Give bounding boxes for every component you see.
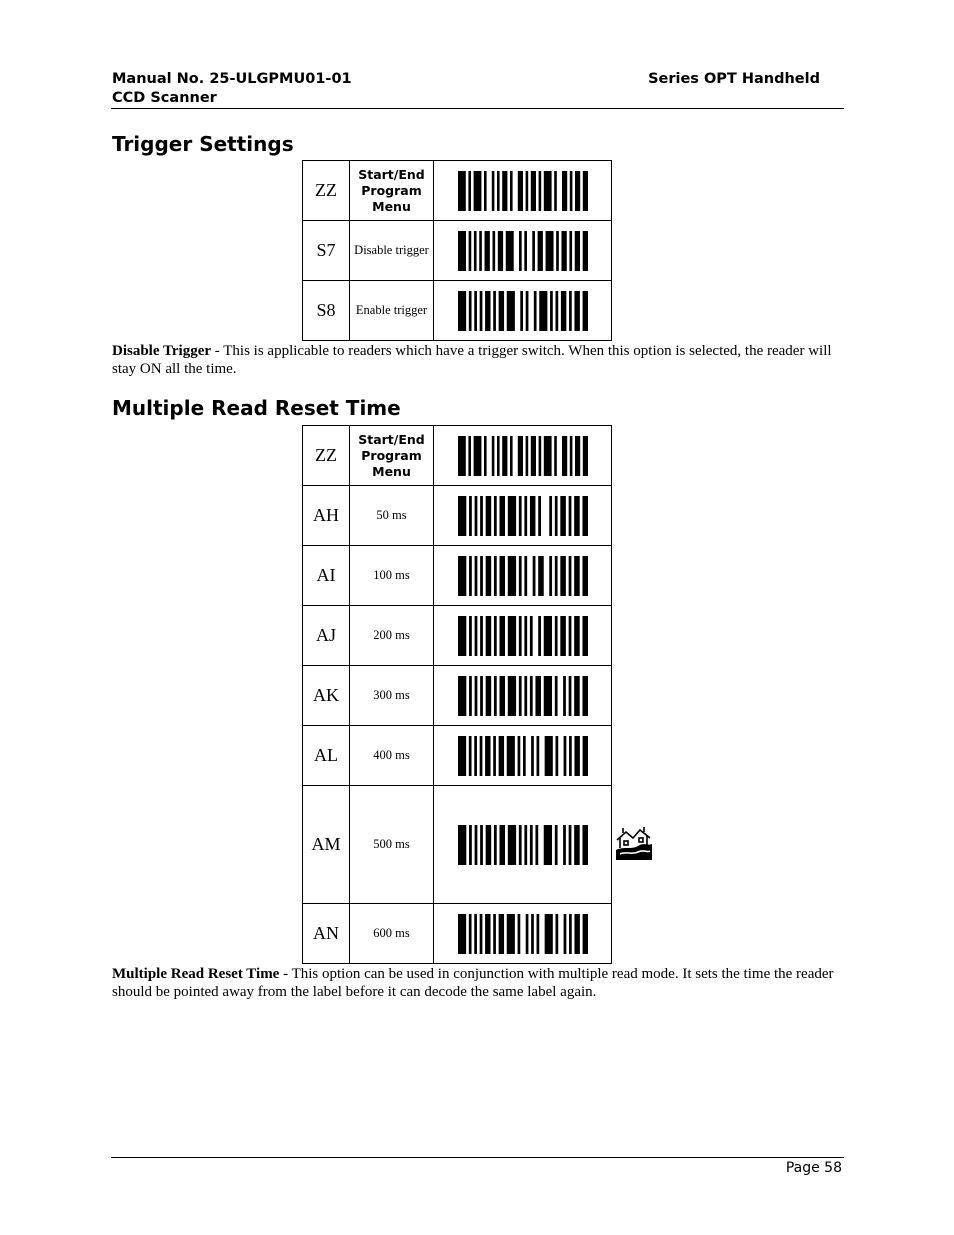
barcode-bar	[480, 825, 483, 865]
barcode-bar	[554, 496, 557, 536]
barcode-bar	[563, 825, 566, 865]
barcode-bar	[506, 914, 514, 954]
barcode-bar	[554, 556, 557, 596]
barcode-bar	[458, 171, 466, 211]
barcode-bar	[562, 171, 567, 211]
barcode-bar	[507, 616, 515, 656]
note-text: - This is applicable to readers which have a trigger switch. When this option is selected, the reader will stay ON all the time.	[112, 343, 832, 377]
label-cell: Start/End Program Menu	[350, 426, 434, 486]
barcode-bar	[499, 556, 505, 596]
barcode-bar	[473, 171, 481, 211]
barcode-bar	[485, 291, 490, 331]
barcode-bar	[563, 736, 566, 776]
barcode-cell	[434, 221, 612, 281]
barcode-bar	[468, 736, 471, 776]
barcode-bar	[523, 736, 526, 776]
barcode-bar	[574, 736, 579, 776]
barcode-bar	[525, 171, 528, 211]
barcode-bar	[575, 436, 580, 476]
code-cell: ZZ	[303, 161, 350, 221]
code-cell: S7	[303, 221, 350, 281]
barcode-bar	[561, 231, 566, 271]
barcode-row	[303, 726, 612, 786]
barcode-bar	[484, 231, 489, 271]
barcode-bar	[458, 291, 466, 331]
barcode-bar	[485, 825, 491, 865]
code-cell: AL	[303, 726, 350, 786]
barcode-bar	[485, 676, 491, 716]
barcode-bar	[582, 436, 587, 476]
barcode-bar	[529, 616, 532, 656]
barcode-bar	[560, 496, 566, 536]
barcode-bar	[485, 496, 491, 536]
barcode-bar	[480, 556, 483, 596]
barcode-bar	[507, 825, 515, 865]
barcode-bar	[536, 914, 539, 954]
barcode-bar	[568, 556, 571, 596]
barcode-bar	[525, 291, 528, 331]
barcode-bar	[530, 436, 535, 476]
barcode-bar	[474, 291, 477, 331]
barcode-bar	[535, 825, 538, 865]
product-name: CCD Scanner	[112, 90, 217, 106]
barcode-bar	[556, 231, 559, 271]
barcode-bar	[499, 616, 505, 656]
barcode-bar	[532, 556, 535, 596]
barcode-bar	[507, 496, 515, 536]
barcode-bar	[524, 496, 527, 536]
barcode-bar	[493, 496, 496, 536]
barcode-bar	[474, 736, 477, 776]
barcode-bar	[458, 556, 466, 596]
barcode-bar	[529, 496, 535, 536]
barcode-row	[303, 426, 612, 486]
multiple-read-reset-heading: Multiple Read Reset Time	[112, 396, 401, 420]
barcode-bar	[538, 436, 541, 476]
label-cell: 200 ms	[350, 606, 434, 666]
page-number: Page 58	[785, 1160, 842, 1176]
barcode-bar	[518, 556, 521, 596]
barcode-bar	[493, 736, 496, 776]
barcode	[458, 496, 588, 536]
barcode-bar	[518, 616, 521, 656]
barcode-bar	[539, 291, 547, 331]
code-cell: AI	[303, 546, 350, 606]
barcode-bar	[555, 914, 558, 954]
barcode-bar	[458, 736, 466, 776]
barcode-bar	[569, 231, 572, 271]
barcode-bar	[497, 171, 500, 211]
barcode-bar	[469, 556, 472, 596]
barcode-bar	[524, 231, 527, 271]
barcode-bar	[574, 291, 579, 331]
barcode-row	[303, 221, 612, 281]
barcode-bar	[485, 556, 491, 596]
label-cell: 600 ms	[350, 904, 434, 964]
barcode-row	[303, 666, 612, 726]
label-cell: Start/End Program Menu	[350, 161, 434, 221]
barcode-bar	[524, 556, 527, 596]
barcode-bar	[537, 231, 542, 271]
barcode-bar	[568, 825, 571, 865]
barcode-bar	[568, 496, 571, 536]
barcode	[458, 291, 588, 331]
barcode-row	[303, 546, 612, 606]
barcode-bar	[479, 231, 482, 271]
barcode-bar	[491, 171, 494, 211]
trigger-settings-heading: Trigger Settings	[112, 132, 294, 156]
barcode-bar	[493, 616, 496, 656]
barcode-bar	[510, 436, 513, 476]
barcode-bar	[531, 736, 534, 776]
barcode-bar	[458, 231, 466, 271]
barcode	[458, 556, 588, 596]
barcode-bar	[535, 676, 541, 716]
barcode-row	[303, 486, 612, 546]
barcode-bar	[574, 914, 579, 954]
barcode-bar	[518, 496, 521, 536]
barcode-bar	[554, 825, 557, 865]
barcode-bar	[582, 914, 587, 954]
barcode-bar	[458, 914, 466, 954]
barcode-bar	[549, 556, 552, 596]
barcode-bar	[493, 556, 496, 596]
barcode-bar	[532, 231, 535, 271]
barcode-bar	[582, 231, 587, 271]
barcode-bar	[531, 914, 534, 954]
barcode-bar	[538, 496, 541, 536]
trigger-settings-table	[302, 160, 612, 341]
barcode-bar	[582, 825, 588, 865]
barcode-bar	[519, 231, 522, 271]
barcode-bar	[480, 616, 483, 656]
barcode-row	[303, 161, 612, 221]
barcode-bar	[517, 436, 522, 476]
barcode-bar	[520, 291, 523, 331]
barcode-bar	[568, 676, 571, 716]
barcode-bar	[492, 231, 495, 271]
barcode-bar	[474, 825, 477, 865]
series-title: Series OPT Handheld	[648, 71, 820, 87]
barcode-cell	[434, 904, 612, 964]
barcode	[458, 825, 588, 865]
barcode	[458, 676, 588, 716]
barcode-bar	[497, 436, 500, 476]
barcode-bar	[498, 914, 503, 954]
barcode-bar	[507, 676, 515, 716]
barcode-bar	[545, 231, 553, 271]
barcode-bar	[469, 825, 472, 865]
barcode-bar	[543, 436, 551, 476]
barcode-bar	[517, 914, 520, 954]
barcode-bar	[468, 291, 471, 331]
barcode-bar	[458, 616, 466, 656]
default-house-icon	[614, 824, 654, 862]
barcode-bar	[582, 676, 588, 716]
barcode-bar	[549, 496, 552, 536]
barcode-bar	[479, 914, 482, 954]
barcode-bar	[517, 736, 520, 776]
manual-number: Manual No. 25-ULGPMU01-01	[112, 71, 352, 87]
barcode-bar	[582, 496, 588, 536]
barcode-bar	[574, 496, 580, 536]
label-cell: Enable trigger	[350, 281, 434, 341]
barcode-bar	[484, 171, 487, 211]
barcode-bar	[468, 171, 471, 211]
code-cell: ZZ	[303, 426, 350, 486]
barcode-bar	[474, 676, 477, 716]
barcode-bar	[574, 676, 580, 716]
barcode-bar	[524, 825, 527, 865]
barcode-bar	[563, 914, 566, 954]
barcode-bar	[468, 436, 471, 476]
barcode-bar	[458, 825, 466, 865]
barcode-bar	[575, 171, 580, 211]
header-rule	[111, 108, 844, 109]
barcode-bar	[502, 171, 507, 211]
barcode-cell	[434, 546, 612, 606]
barcode-bar	[569, 436, 572, 476]
barcode-bar	[560, 556, 566, 596]
barcode-cell	[434, 726, 612, 786]
barcode-bar	[555, 291, 558, 331]
barcode-bar	[518, 825, 521, 865]
barcode-bar	[538, 616, 541, 656]
barcode-row-default	[303, 786, 612, 904]
barcode-bar	[582, 556, 588, 596]
barcode-bar	[468, 231, 471, 271]
barcode-bar	[469, 676, 472, 716]
barcode-bar	[498, 291, 503, 331]
barcode-bar	[544, 736, 552, 776]
barcode-bar	[469, 496, 472, 536]
label-cell: 400 ms	[350, 726, 434, 786]
note-term: Disable Trigger	[112, 343, 212, 359]
barcode-cell	[434, 161, 612, 221]
barcode-bar	[569, 914, 572, 954]
barcode-cell	[434, 281, 612, 341]
barcode-bar	[538, 171, 541, 211]
barcode-bar	[458, 676, 466, 716]
barcode-bar	[574, 556, 580, 596]
barcode-bar	[550, 291, 553, 331]
barcode-bar	[469, 616, 472, 656]
label-cell: 500 ms	[350, 786, 434, 904]
label-cell: 100 ms	[350, 546, 434, 606]
barcode-cell	[434, 426, 612, 486]
barcode-bar	[480, 496, 483, 536]
barcode-bar	[479, 736, 482, 776]
code-cell: AN	[303, 904, 350, 964]
barcode-bar	[543, 676, 551, 716]
code-cell: AH	[303, 486, 350, 546]
barcode-bar	[497, 231, 502, 271]
barcode-bar	[569, 171, 572, 211]
disable-trigger-note	[112, 342, 847, 378]
barcode-bar	[533, 291, 536, 331]
barcode-bar	[518, 676, 521, 716]
barcode-bar	[543, 825, 551, 865]
barcode-bar	[507, 556, 515, 596]
barcode-bar	[582, 171, 587, 211]
barcode-bar	[484, 436, 487, 476]
barcode-bar	[560, 291, 565, 331]
barcode-bar	[473, 436, 481, 476]
note-term: Multiple Read Reset Time	[112, 966, 280, 982]
code-cell: AK	[303, 666, 350, 726]
barcode-row	[303, 904, 612, 964]
barcode-bar	[555, 736, 558, 776]
barcode-bar	[493, 825, 496, 865]
barcode-bar	[499, 676, 505, 716]
label-cell: Disable trigger	[350, 221, 434, 281]
barcode-bar	[543, 171, 551, 211]
barcode-bar	[473, 231, 476, 271]
barcode	[458, 616, 588, 656]
barcode-bar	[485, 914, 490, 954]
barcode-bar	[505, 231, 513, 271]
barcode-bar	[474, 556, 477, 596]
barcode-bar	[506, 736, 514, 776]
barcode-bar	[574, 231, 579, 271]
barcode-bar	[479, 291, 482, 331]
barcode-bar	[560, 616, 566, 656]
barcode-row	[303, 281, 612, 341]
barcode-row	[303, 606, 612, 666]
barcode-bar	[529, 825, 532, 865]
barcode-bar	[474, 616, 477, 656]
barcode-bar	[510, 171, 513, 211]
barcode-bar	[458, 436, 466, 476]
barcode-bar	[554, 676, 557, 716]
barcode-bar	[480, 676, 483, 716]
barcode-bar	[554, 436, 557, 476]
code-cell: AM	[303, 786, 350, 904]
barcode-bar	[554, 616, 557, 656]
barcode-bar	[538, 556, 544, 596]
barcode-bar	[517, 171, 522, 211]
barcode-cell	[434, 786, 612, 904]
barcode-bar	[574, 825, 580, 865]
barcode-bar	[544, 914, 552, 954]
barcode-bar	[582, 291, 587, 331]
reset-time-note	[112, 965, 847, 1001]
barcode-bar	[491, 436, 494, 476]
code-cell: AJ	[303, 606, 350, 666]
barcode-bar	[506, 291, 514, 331]
barcode-bar	[543, 616, 551, 656]
barcode	[458, 436, 588, 476]
note-text: - This option can be used in conjunction with multiple read mode. It sets the time the reader should be pointed away from the label before it can decode the same label again.	[112, 966, 834, 1000]
barcode-bar	[458, 496, 466, 536]
barcode-cell	[434, 666, 612, 726]
reset-time-table	[302, 425, 612, 964]
barcode-bar	[493, 914, 496, 954]
barcode-bar	[582, 736, 587, 776]
barcode-bar	[485, 736, 490, 776]
barcode-bar	[554, 171, 557, 211]
barcode	[458, 914, 588, 954]
barcode-bar	[525, 436, 528, 476]
barcode-bar	[524, 676, 527, 716]
barcode-bar	[569, 736, 572, 776]
barcode-cell	[434, 486, 612, 546]
label-cell: 50 ms	[350, 486, 434, 546]
label-cell: 300 ms	[350, 666, 434, 726]
barcode-bar	[499, 825, 505, 865]
barcode-bar	[474, 496, 477, 536]
barcode-bar	[582, 616, 588, 656]
footer-rule	[111, 1157, 844, 1158]
barcode-bar	[499, 496, 505, 536]
barcode-bar	[493, 676, 496, 716]
barcode-bar	[574, 616, 580, 656]
barcode-bar	[493, 291, 496, 331]
barcode-cell	[434, 606, 612, 666]
barcode-bar	[524, 616, 527, 656]
code-cell: S8	[303, 281, 350, 341]
barcode	[458, 736, 588, 776]
barcode-bar	[525, 914, 528, 954]
barcode-bar	[529, 676, 532, 716]
barcode-bar	[568, 616, 571, 656]
barcode	[458, 231, 588, 271]
barcode-bar	[498, 736, 503, 776]
barcode	[458, 171, 588, 211]
barcode-bar	[474, 914, 477, 954]
barcode-bar	[569, 291, 572, 331]
barcode-bar	[563, 676, 566, 716]
barcode-bar	[530, 171, 535, 211]
barcode-bar	[562, 436, 567, 476]
barcode-bar	[468, 914, 471, 954]
barcode-bar	[536, 736, 539, 776]
barcode-bar	[502, 436, 507, 476]
barcode-bar	[485, 616, 491, 656]
